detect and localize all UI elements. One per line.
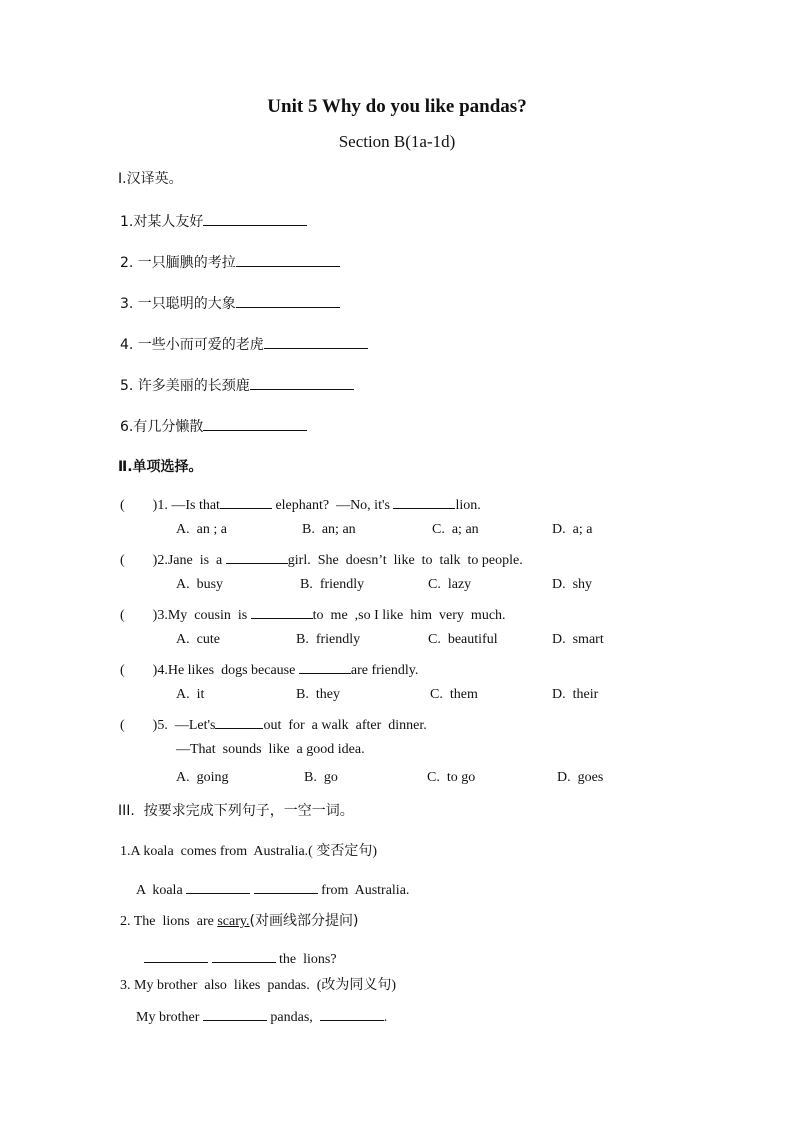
translation-item: 2. 一只腼腆的考拉 (120, 252, 340, 272)
option-a[interactable]: A. going (176, 770, 229, 785)
option-d[interactable]: D. their (552, 687, 599, 702)
sentence-3-answer: My brother pandas, . (136, 1006, 387, 1027)
question-5-reply: —That sounds like a good idea. (176, 742, 365, 757)
option-b[interactable]: B. an; an (302, 522, 356, 537)
option-c[interactable]: C. lazy (428, 577, 472, 592)
option-d[interactable]: D. smart (552, 632, 604, 647)
page-subtitle: Section B(1a-1d) (338, 132, 456, 151)
translation-item: 5. 许多美丽的长颈鹿 (120, 375, 354, 395)
section2-heading: Ⅱ.单项选择。 (118, 459, 203, 475)
answer-blank[interactable] (236, 293, 340, 308)
answer-blank[interactable] (203, 416, 307, 431)
sentence-1-answer: A koala from Australia. (136, 879, 409, 900)
answer-blank[interactable] (203, 1006, 267, 1021)
option-d[interactable]: D. a; a (552, 522, 593, 537)
answer-paren[interactable]: ( ) (120, 718, 158, 733)
translation-item: 4. 一些小而可爱的老虎 (120, 334, 368, 354)
question-2: ( )2.Jane is a girl. She doesn’t like to talk to people. (120, 549, 523, 570)
option-c[interactable]: C. them (430, 687, 478, 702)
option-a[interactable]: A. an ; a (176, 522, 227, 537)
answer-blank[interactable] (393, 494, 455, 509)
answer-blank[interactable] (250, 375, 354, 390)
option-a[interactable]: A. cute (176, 632, 220, 647)
answer-blank[interactable] (144, 948, 208, 963)
answer-blank[interactable] (264, 334, 368, 349)
question-4: ( )4.He likes dogs because are friendly. (120, 659, 418, 680)
option-c[interactable]: C. beautiful (428, 632, 498, 647)
question-1: ( )1. —Is that elephant? —No, it's lion. (120, 494, 481, 515)
question-3: ( )3.My cousin is to me ,so I like him very much. (120, 604, 506, 625)
sentence-2-answer: the lions? (144, 948, 337, 969)
section3-heading: III. 按要求完成下列句子，一空一词。 (118, 803, 354, 819)
option-d[interactable]: D. goes (557, 770, 604, 785)
question-5: ( )5. —Let's out for a walk after dinner. (120, 714, 427, 735)
answer-paren[interactable]: ( ) (120, 663, 158, 678)
answer-paren[interactable]: ( ) (120, 608, 158, 623)
answer-blank[interactable] (236, 252, 340, 267)
answer-blank[interactable] (299, 659, 351, 674)
option-b[interactable]: B. they (296, 687, 340, 702)
translation-item: 1.对某人友好 (120, 211, 307, 231)
answer-blank[interactable] (212, 948, 276, 963)
answer-paren[interactable]: ( ) (120, 498, 158, 513)
option-c[interactable]: C. a; an (432, 522, 479, 537)
answer-blank[interactable] (203, 211, 307, 226)
answer-blank[interactable] (226, 549, 288, 564)
answer-blank[interactable] (186, 879, 250, 894)
answer-paren[interactable]: ( ) (120, 553, 158, 568)
sentence-1-prompt: 1.A koala comes from Australia.( 变否定句) (120, 844, 378, 859)
option-a[interactable]: A. it (176, 687, 205, 702)
translation-item: 3. 一只聪明的大象 (120, 293, 340, 313)
page-title: Unit 5 Why do you like pandas? (267, 96, 527, 117)
answer-blank[interactable] (254, 879, 318, 894)
option-b[interactable]: B. go (304, 770, 338, 785)
answer-blank[interactable] (220, 494, 272, 509)
answer-blank[interactable] (251, 604, 313, 619)
option-d[interactable]: D. shy (552, 577, 593, 592)
answer-blank[interactable] (215, 714, 263, 729)
underlined-word: scary. (217, 914, 250, 929)
section1-heading: Ⅰ.汉译英。 (118, 171, 183, 187)
option-c[interactable]: C. to go (427, 770, 476, 785)
option-b[interactable]: B. friendly (300, 577, 365, 592)
sentence-2-prompt: 2. The lions are scary.(对画线部分提问) (120, 913, 359, 929)
translation-item: 6.有几分懒散 (120, 416, 307, 436)
answer-blank[interactable] (320, 1006, 384, 1021)
option-b[interactable]: B. friendly (296, 632, 361, 647)
sentence-3-prompt: 3. My brother also likes pandas. (改为同义句) (120, 978, 397, 993)
option-a[interactable]: A. busy (176, 577, 224, 592)
